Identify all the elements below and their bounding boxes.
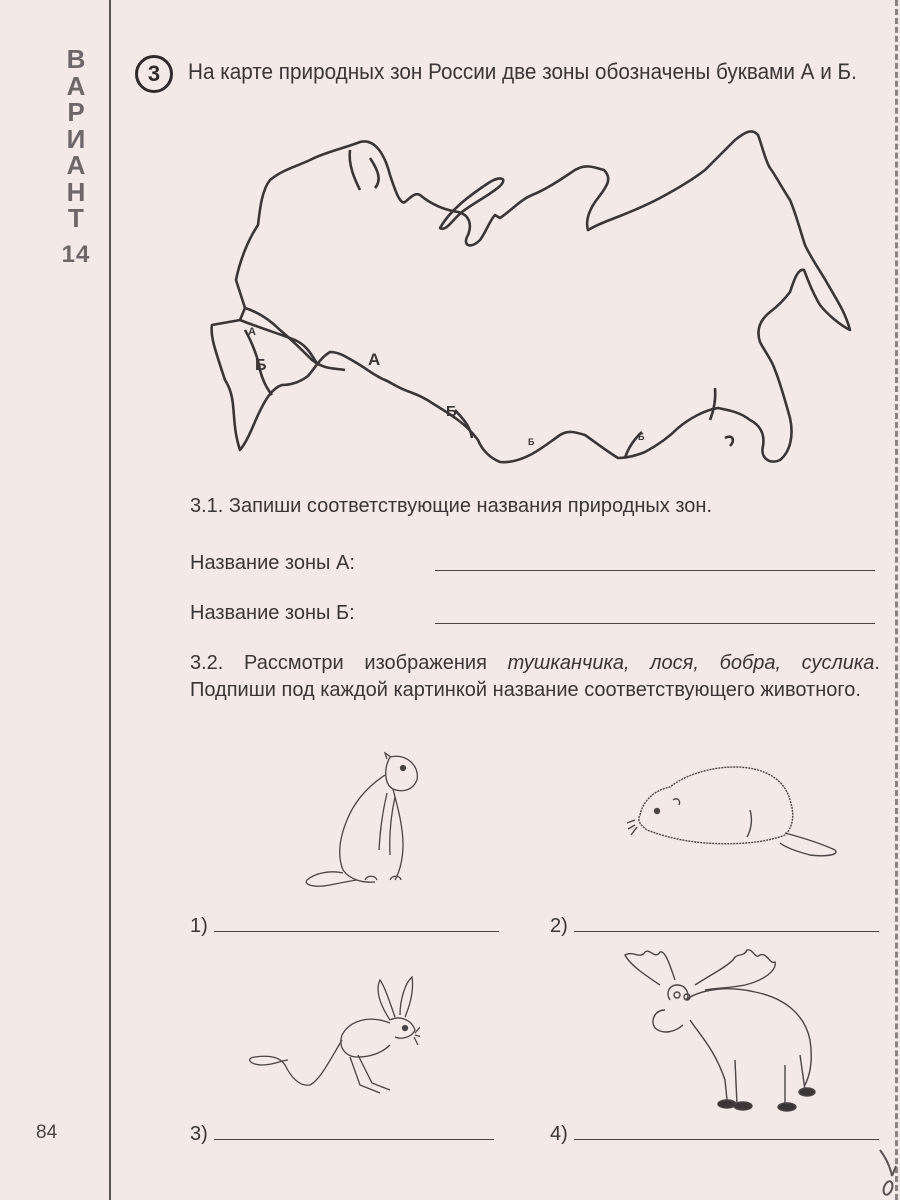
variant-letter: Т xyxy=(68,203,84,233)
map-label-a1: А xyxy=(248,326,256,338)
ground-squirrel-image xyxy=(295,745,435,890)
jerboa-image xyxy=(240,965,420,1105)
task-number-badge: 3 xyxy=(135,55,173,93)
answer-1-label: 1) xyxy=(190,915,208,937)
subtask-3-1-heading: 3.1. Запиши соответствующие названия природных зон. xyxy=(190,495,713,517)
subtask-3-2-text xyxy=(190,650,880,704)
variant-letter: А xyxy=(66,150,86,180)
zone-a-label: Название зоны А: xyxy=(190,552,355,574)
answer-2-line[interactable] xyxy=(574,931,879,932)
animal-list-italic: тушканчика, лося, бобра, суслика xyxy=(507,652,875,674)
answer-3-line[interactable] xyxy=(214,1139,494,1140)
map-label-b1: Б xyxy=(255,357,267,374)
novaya-zemlya xyxy=(440,179,503,229)
page-number: 84 xyxy=(36,1122,58,1143)
subtask-3-2-intro: 3.2. Рассмотри изображения xyxy=(190,652,508,674)
answer-4-label: 4) xyxy=(550,1123,568,1145)
margin-rule xyxy=(109,0,111,1200)
answer-1 xyxy=(190,915,499,938)
answer-2-label: 2) xyxy=(550,915,568,937)
variant-letter: Н xyxy=(66,176,86,207)
variant-number: 14 xyxy=(61,240,91,268)
map-label-b3: Б xyxy=(528,437,535,447)
answer-4-line[interactable] xyxy=(574,1139,879,1140)
map-label-b4: Б xyxy=(638,432,645,442)
answer-1-line[interactable] xyxy=(214,931,499,932)
subtask-3-2-rest: . Подпиши под каждой картинкой название соответствующего животного. xyxy=(190,652,880,701)
russia-map xyxy=(200,120,880,480)
zone-b-label: Название зоны Б: xyxy=(190,602,355,624)
variant-letter: А xyxy=(66,70,86,101)
zone-b-answer-line[interactable] xyxy=(435,623,875,624)
cut-line-dashed xyxy=(895,0,898,1200)
variant-letter: Р xyxy=(67,97,85,127)
variant-letter: В xyxy=(66,44,86,74)
answer-2 xyxy=(550,915,879,938)
map-label-a2: А xyxy=(368,350,381,369)
beaver-image xyxy=(625,755,845,865)
russia-outline xyxy=(212,131,850,462)
variant-label xyxy=(56,46,96,268)
variant-letter: И xyxy=(66,123,86,154)
answer-4 xyxy=(550,1123,879,1146)
scissors-icon xyxy=(878,1148,900,1198)
answer-3 xyxy=(190,1123,494,1146)
answer-3-label: 3) xyxy=(190,1123,208,1145)
sakhalin xyxy=(710,388,733,446)
map-label-b2: Б xyxy=(446,403,457,420)
task-text: На карте природных зон России две зоны обозначены буквами А и Б. xyxy=(188,59,857,84)
zone-a-answer-line[interactable] xyxy=(435,570,875,571)
moose-image xyxy=(615,940,835,1125)
